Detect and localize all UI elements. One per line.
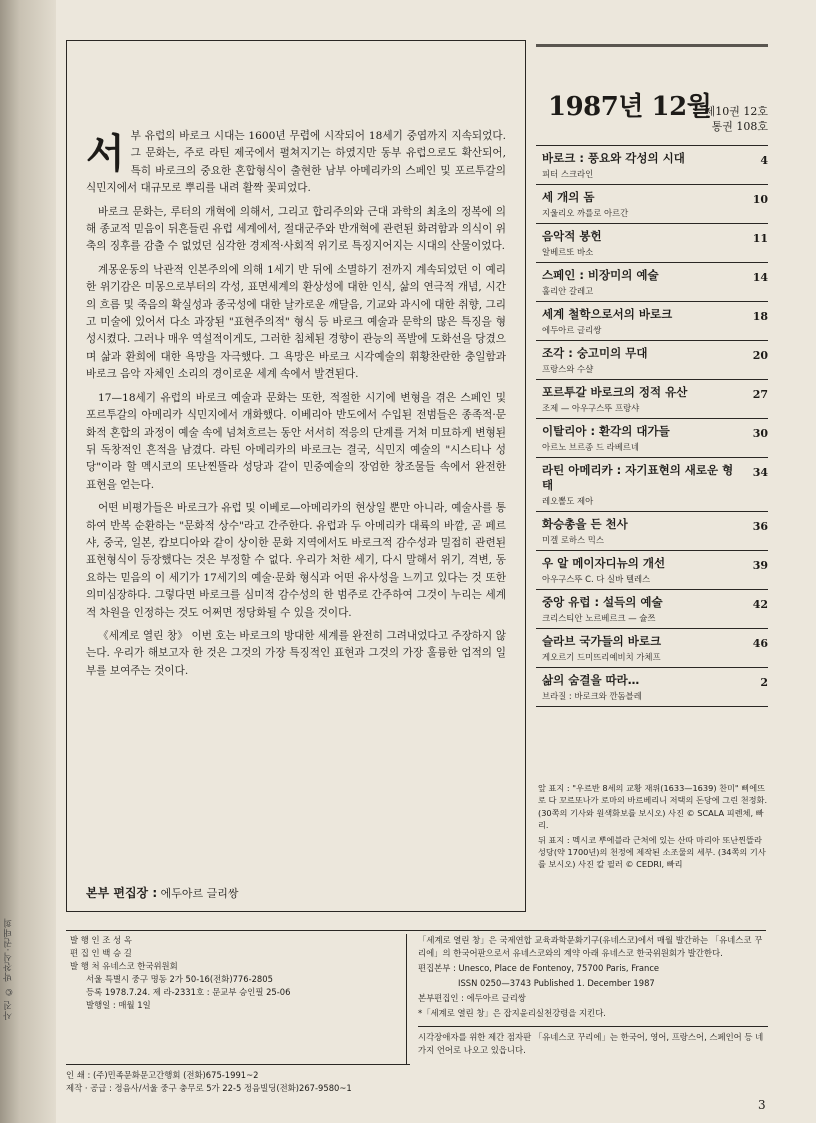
- editorial-paragraph-6: 《세계로 열린 창》 이번 호는 바로크의 방대한 세계를 완전히 그려내었다고 주장하지 않는다. 우리가 해보고자 한 것은 그것의 가장 특징적인 표현과 그것의 가장 훌륭한 업적의 일부를 보여주는 것이다.: [86, 629, 506, 677]
- hq-editor: 본부편집인 : 에두아르 글리쌍: [418, 993, 526, 1003]
- total-issue-number: 통권 108호: [711, 120, 768, 133]
- editorial-paragraph-5: 어떤 비평가들은 바로크가 유럽 및 이베로—아메리카의 현상일 뿐만 아니라, 예술사를 통하여 반복 순환하는 "문화적 상수"라고 간주한다. 유럽과 두 아메리카 대륙의 바깥, 곧 페르샤, 중국, 일본, 캄보디아와 같이 상이한 문화 지역에서도 바로크적 감수성과 밀접히 관련된 표현형식이 등장했다는 것은 부정할 수 없다. 우리가 처한 세기, 다시 말해서 위기, 격변, 동요하는 믿음의 이 세기가 17세기의 예술·문화 형식과 어떤 유사성을 느끼고 있다는 것 또한 의미심장하다. 그렇다면 바로크를 심미적 감수성의 한 범주로 간주하여 그것이 누리는 세계적 차원을 인정하는 것도 어쩌면 정당화될 수 있을 것이다.: [86, 502, 506, 619]
- issue-date: 1987년 12월: [548, 92, 712, 122]
- office-line: 발 행 처 유네스코 한국위원회: [70, 961, 178, 971]
- sidebar-top-rule: [536, 44, 768, 47]
- spine-photo-credit: 사진 © 박찬식·권태희: [4, 917, 14, 1020]
- registration-line: 등록 1978.7.24. 제 라-2331호 : 문교부 승인필 25-06: [86, 987, 291, 997]
- page-number: 3: [758, 1098, 766, 1112]
- toc-page-number: 27: [752, 388, 768, 401]
- toc-page-number: 20: [752, 349, 768, 362]
- drop-cap: 서: [86, 130, 125, 177]
- toc-page-number: 2: [760, 676, 768, 689]
- colophon-rule: [66, 930, 766, 931]
- toc-item[interactable]: 바로크 : 풍요와 각성의 시대 피터 스크라인 4: [536, 145, 768, 184]
- front-cover-note: 앞 표지 : "우르반 8세의 교황 재위(1633—1639) 찬미" 삐에뜨로 다 꼬르또나가 로마의 바르베리니 저택의 돈당에 그린 천정화. (30쪽의 기사와 원색화보를 보시오) 사진 © SCALA 피렌체, 빠리.: [538, 783, 768, 831]
- editorial-paragraph-4: 17—18세기 유럽의 바로크 예술과 문화는 또한, 적절한 시기에 변형을 겪은 스페인 및 포르투갈의 아메리카 식민지에서 개화했다. 이베리아 반도에서 수입된 전범들은 종족적·문화적 혼합의 과정이 예술 속에 넘쳐흐르는 동안 서서히 적응의 단계를 거쳐 미묘하게 변형된 뒤 독창적인 흔적을 남겼다. 라틴 아메리카의 바로크는 결국, 식민지 예술의 "시스티나 성당"이라 할 멕시코의 또난찐뜰라 성당과 같이 민중예술의 장엄한 창조물들 속에서 완전한 표현을 얻는다.: [86, 391, 506, 491]
- hq-address: 편집본부 : Unesco, Place de Fontenoy, 75700 Paris, France: [418, 963, 660, 973]
- editor-line: 편 집 인 백 승 길: [70, 948, 132, 958]
- toc-item[interactable]: 우 알 메이자디뉴의 개선 아우구스뚜 C. 다 실바 텔레스 39: [536, 550, 768, 589]
- toc-page-number: 39: [752, 559, 768, 572]
- toc-item[interactable]: 세계 철학으로서의 바로크 에두아르 글리쌍 18: [536, 301, 768, 340]
- issn-line: ISSN 0250—3743 Published 1. December 1987: [458, 978, 655, 988]
- toc-item[interactable]: 음악적 봉헌 알베르또 바소 11: [536, 223, 768, 262]
- toc-page-number: 34: [752, 466, 768, 479]
- toc-item[interactable]: 조각 : 숭고미의 무대 프랑스와 수샬 20: [536, 340, 768, 379]
- toc-item[interactable]: 라틴 아메리카 : 자기표현의 새로운 형태 레오뽈도 제아 34: [536, 457, 768, 511]
- toc-page-number: 36: [752, 520, 768, 533]
- colophon-publisher-block: [66, 934, 407, 1064]
- address-line: 서울 특별시 중구 명동 2가 50-16(전화)776-2805: [86, 974, 273, 984]
- toc-page-number: 42: [752, 598, 768, 611]
- frequency-line: 발행일 : 매월 1일: [86, 1000, 151, 1010]
- editorial-paragraph-3: 계몽운동의 낙관적 인본주의에 의해 1세기 반 뒤에 소멸하기 전까지 계속되었던 이 예리한 위기감은 미몽으로부터의 각성, 표면세계의 환상성에 대한 인식, 삶의 연극적 개념, 시간의 흐름 및 죽음의 확실성과 종국성에 대한 날카로운 깨달음, 기교와 과시에 대한 취향, 그리고 미술에 있어서 다소 과장된 "표현주의적" 형식 등 바로크 예술과 문학의 많은 특징을 형성시켰다. 그러나 매우 역설적이게도, 그러한 침체된 경향이 관능의 폭발에 도화선을 당겼으며 삶과 환희에 대한 욕망을 자극했다. 그 욕망은 바로크 시각예술의 휘황찬란한 충일함과 바로크 음악 자체인 소리의 경이로운 세계 속에서 발견된다.: [86, 263, 506, 381]
- printer-line: 인 쇄 : (주)민족문화문고간행회 (전화)675-1991~2: [66, 1070, 259, 1080]
- toc-item[interactable]: 슬라브 국가들의 바로크 게오르기 드미뜨리예비치 가체프 46: [536, 628, 768, 667]
- toc-item[interactable]: 삶의 숨결을 따라… 브라질 : 바로크와 깐돔블레 2: [536, 667, 768, 707]
- binding-spine: [0, 0, 56, 1123]
- back-cover-note: 뒤 표지 : 멕시코 뿌에블라 근처에 있는 산따 마리아 또난찐뜰라 성당(약 1700년)의 천정에 제작된 소조물의 세부. (34쪽의 기사를 보시오) 사진 칼 필러 © CEDRI, 빠리: [538, 834, 766, 870]
- toc-item[interactable]: 이탈리아 : 환각의 대가들 아르노 브르종 드 라베르네 30: [536, 418, 768, 457]
- chief-editor-label: 본부 편집장 :: [86, 886, 158, 900]
- toc-item[interactable]: 중앙 유럽 : 설득의 예술 크리스티안 노르베르크 — 슐쯔 42: [536, 589, 768, 628]
- toc-item[interactable]: 화승총을 든 천사 미겔 로하스 믹스 36: [536, 511, 768, 550]
- about-text: 「세계로 열린 창」은 국제연합 교육과학문화기구(유네스코)에서 매월 발간하는 「유네스코 꾸리에」의 한국어판으로서 유네스코와의 계약 아래 유네스코 한국위원회가 발간한다.: [418, 935, 763, 958]
- editorial-text: [86, 128, 506, 686]
- table-of-contents: [536, 145, 768, 707]
- toc-page-number: 30: [752, 427, 768, 440]
- editorial-paragraph-2: 바로크 문화는, 루터의 개혁에 의해서, 그리고 합리주의와 근대 과학의 최초의 정복에 의해 종교적 믿음이 뒤흔들린 유럽 세계에서, 절대군주와 반개혁에 관련된 화려함과 의식이 위축의 징후를 감출 수 없었던 심각한 경제적·사회적 위기로 특징지어지는 시대의 산물이었다.: [86, 205, 506, 253]
- toc-page-number: 18: [752, 310, 768, 323]
- toc-item[interactable]: 포르투갈 바로크의 정적 유산 조제 — 아우구스뚜 프랑샤 27: [536, 379, 768, 418]
- editorial-paragraph-1: 서부 유럽의 바로크 시대는 1600년 무렵에 시작되어 18세기 중엽까지 지속되었다. 그 문화는, 주로 라틴 제국에서 펼쳐지기는 하였지만 동부 유럽으로도 확산되어, 특히 바로크의 중요한 혼합형식이 출현한 남부 아메리카의 스페인 및 포르투갈의 식민지에서 대규모로 뿌리를 내려 활짝 꽃피었다.: [86, 130, 506, 195]
- toc-page-number: 46: [752, 637, 768, 650]
- colophon-about-block: [418, 934, 768, 1059]
- languages-note: 시각장애자를 위한 제간 점자판 「유네스코 꾸리에」는 한국어, 영어, 프랑스어, 스페인어 등 네 가지 언어로 나오고 있읍니다.: [418, 1026, 768, 1057]
- chief-editor-name: 에두아르 글리쌍: [160, 887, 239, 900]
- distribution-line: 제작 · 공급 : 정음사/서울 중구 충무로 5가 22-5 정음빌딩(전화)267-9580~1: [66, 1083, 352, 1093]
- toc-page-number: 10: [752, 193, 768, 206]
- cover-notes: [538, 782, 770, 873]
- publisher-line: 발 행 인 조 성 옥: [70, 935, 132, 945]
- toc-page-number: 14: [752, 271, 768, 284]
- toc-page-number: 11: [752, 232, 768, 245]
- colophon-printer-block: [66, 1064, 410, 1095]
- toc-page-number: 4: [760, 154, 768, 167]
- chief-editor-line: [86, 884, 239, 901]
- ethics-notice: *「세계로 열린 창」은 잡지윤리실천강령을 지킨다.: [418, 1008, 606, 1018]
- toc-item[interactable]: 세 개의 돔 지울리오 까를로 아르간 10: [536, 184, 768, 223]
- volume-number: 제10권 12호: [704, 105, 768, 118]
- toc-item[interactable]: 스페인 : 비장미의 예술 훌리안 갈레고 14: [536, 262, 768, 301]
- issue-volume: [670, 104, 768, 134]
